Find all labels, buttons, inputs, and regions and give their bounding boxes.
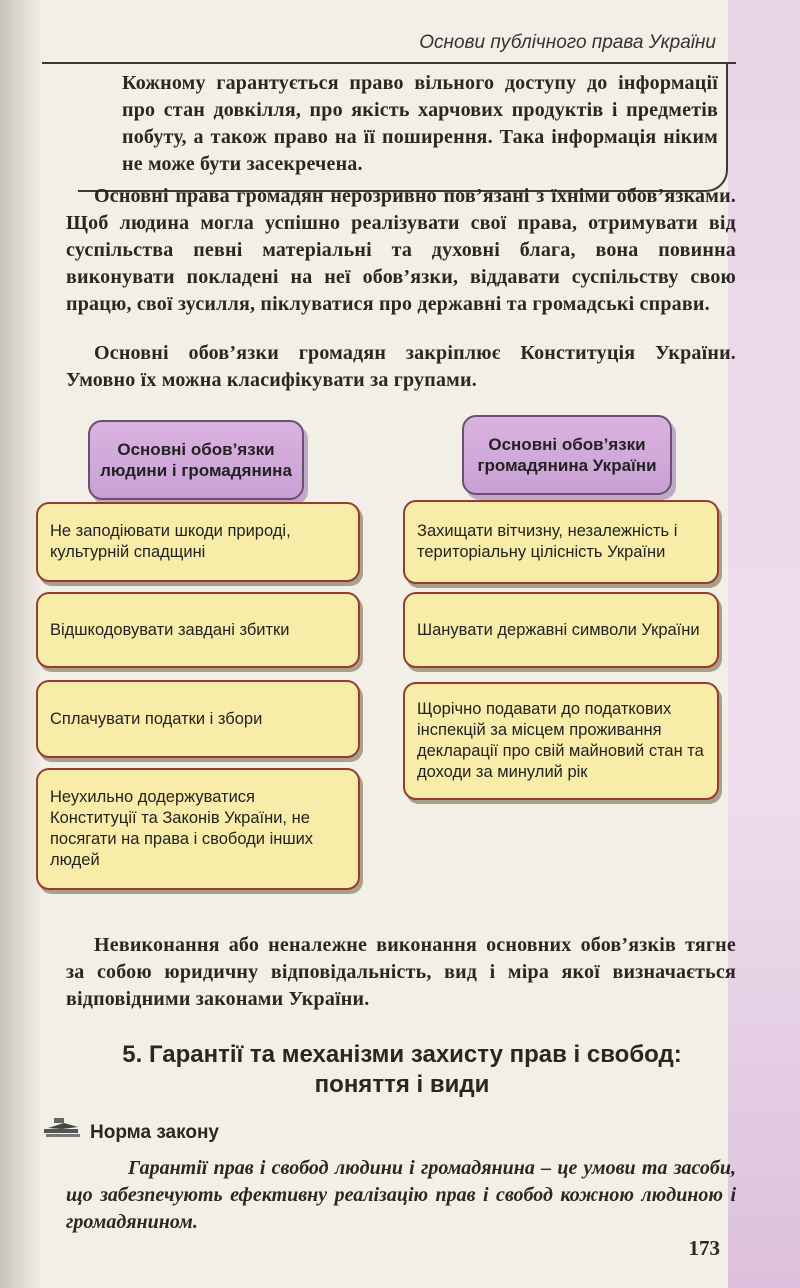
norm-text: Гарантії прав і свобод людини і громадянина – це умови та засоби, що забезпечують ефективну реалізацію прав і свобод кожною людиною і громадянином.	[66, 1157, 736, 1233]
duty-box: Неухильно додержуватися Конституції та Законів України, не посягати на права і свободи інших людей	[36, 768, 360, 890]
law-book-icon	[42, 1115, 82, 1141]
diagram-header-left: Основні обов’язки людини і громадянина	[88, 420, 304, 500]
duty-box: Відшкодовувати завдані збитки	[36, 592, 360, 668]
section-title	[62, 1040, 742, 1100]
diagram-header-right: Основні обов’язки громадянина України	[462, 415, 672, 495]
paragraph-access-to-info: Кожному гарантується право вільного доступу до інформації про стан довкілля, про якість харчових продуктів і предметів побуту, а також право на її поширення. Така інформація ніким не може бути засекречена.	[122, 72, 718, 175]
duty-box: Не заподіювати шкоди природі, культурній спадщині	[36, 502, 360, 582]
running-head: Основи публічного права України	[419, 32, 716, 53]
duty-box: Захищати вітчизну, незалежність і територіальну цілісність України	[403, 500, 719, 584]
section-title-line2: поняття і види	[314, 1071, 490, 1098]
page-number: 173	[688, 1236, 720, 1260]
norm-label: Норма закону	[90, 1122, 220, 1143]
duty-box: Сплачувати податки і збори	[36, 680, 360, 758]
paragraph-constitution: Основні обов’язки громадян закріплює Конституція України. Умовно їх можна класифікувати за групами.	[66, 342, 736, 391]
paragraph-liability: Невиконання або неналежне виконання основних обов’язків тягне за собою юридичну відповідальність, вид і міра якої визначається відповідними законами України.	[66, 934, 736, 1010]
section-title-line1: 5. Гарантії та механізми захисту прав і свобод:	[122, 1041, 682, 1068]
duty-box: Шанувати державні символи України	[403, 592, 719, 668]
book-page	[42, 0, 742, 1288]
duty-box: Щорічно подавати до податкових інспекцій за місцем проживання декларації про свій майновий стан та доходи за минулий рік	[403, 682, 719, 800]
paragraph-rights-and-duties: Основні права громадян нерозривно пов’язані з їхніми обов’язками. Щоб людина могла успішно реалізувати свої права, отримувати від суспільства певні матеріальні та духовні блага, вона повинна виконувати покладені на неї обов’язки, віддавати суспільству свою працю, свої зусилля, піклуватися про державні та громадські справи.	[66, 185, 736, 315]
